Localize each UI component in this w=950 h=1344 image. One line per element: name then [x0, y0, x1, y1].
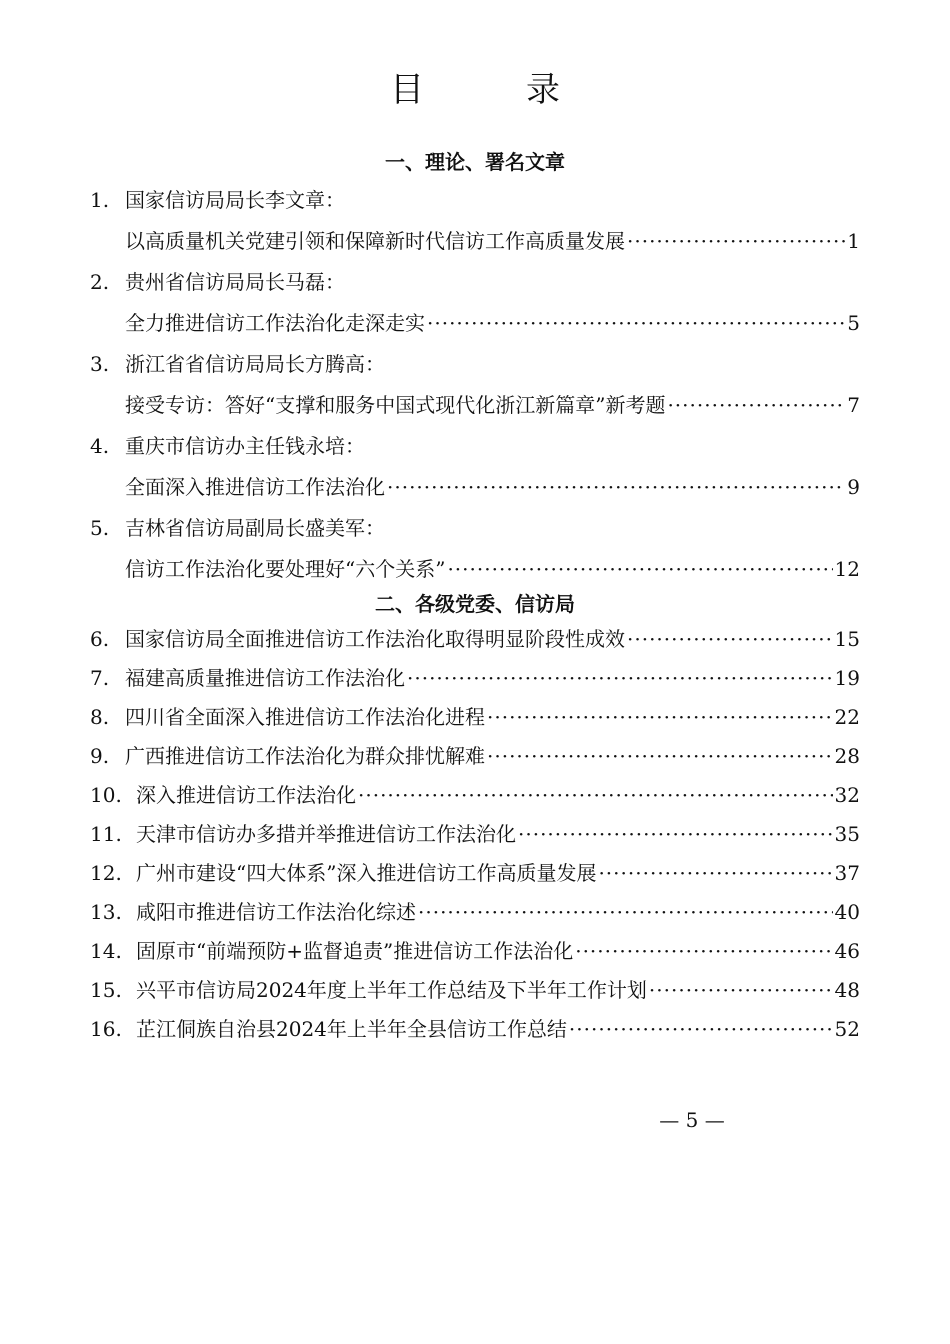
- dot-leader: [487, 703, 833, 731]
- entry-number: 3.: [90, 352, 110, 376]
- section-heading-2: 二、各级党委、信访局: [375, 592, 575, 616]
- toc-entry-2-author-line: [90, 268, 870, 296]
- entry-page-number: 37: [834, 861, 860, 885]
- toc-entry-15[interactable]: [90, 976, 860, 1004]
- dot-leader: [487, 742, 833, 770]
- page-title: 目 录: [390, 70, 594, 110]
- entry-page-number: 15: [834, 627, 860, 651]
- dot-leader: [569, 1015, 833, 1043]
- toc-entry-13[interactable]: [90, 898, 860, 926]
- toc-entry-7[interactable]: [90, 664, 860, 692]
- entry-number: 16.: [90, 1017, 122, 1041]
- dot-leader: [627, 227, 845, 255]
- entry-number: 11.: [90, 822, 122, 846]
- dot-leader: [407, 664, 833, 692]
- entry-page-number: 1: [847, 229, 860, 253]
- toc-entry-9[interactable]: [90, 742, 860, 770]
- dot-leader: [598, 859, 832, 887]
- entry-page-number: 5: [847, 311, 860, 335]
- toc-entry-6[interactable]: [90, 625, 860, 653]
- dot-leader: [649, 976, 833, 1004]
- entry-number: 1.: [90, 188, 110, 212]
- toc-entry-2[interactable]: [125, 309, 860, 337]
- entry-page-number: 7: [847, 393, 860, 417]
- dot-leader: [447, 555, 832, 583]
- entry-title: 咸阳市推进信访工作法治化综述: [136, 900, 416, 924]
- entry-title: 全力推进信访工作法治化走深走实: [125, 311, 425, 335]
- entry-page-number: 46: [834, 939, 860, 963]
- entry-title: 全面深入推进信访工作法治化: [125, 475, 385, 499]
- toc-entry-4[interactable]: [125, 473, 860, 501]
- dot-leader: [575, 937, 832, 965]
- entry-number: 15.: [90, 978, 122, 1002]
- dot-leader: [387, 473, 845, 501]
- entry-number: 8.: [90, 705, 110, 729]
- entry-page-number: 40: [834, 900, 860, 924]
- entry-title: 国家信访局全面推进信访工作法治化取得明显阶段性成效: [125, 627, 625, 651]
- entry-page-number: 22: [834, 705, 860, 729]
- entry-page-number: 32: [834, 783, 860, 807]
- toc-entry-4-author-line: [90, 432, 870, 460]
- entry-number: 7.: [90, 666, 110, 690]
- toc-entry-1[interactable]: [125, 227, 860, 255]
- entry-number: 2.: [90, 270, 110, 294]
- entry-number: 10.: [90, 783, 122, 807]
- toc-entry-8[interactable]: [90, 703, 860, 731]
- entry-page-number: 48: [834, 978, 860, 1002]
- entry-title: 福建高质量推进信访工作法治化: [125, 666, 405, 690]
- entry-author: 重庆市信访办主任钱永培：: [125, 434, 365, 458]
- entry-page-number: 19: [834, 666, 860, 690]
- entry-author: 贵州省信访局局长马磊：: [125, 270, 345, 294]
- entry-page-number: 28: [834, 744, 860, 768]
- entry-title: 深入推进信访工作法治化: [136, 783, 356, 807]
- dot-leader: [667, 391, 845, 419]
- entry-author: 国家信访局局长李文章：: [125, 188, 345, 212]
- toc-entry-1-author-line: [90, 186, 870, 214]
- entry-title: 以高质量机关党建引领和保障新时代信访工作高质量发展: [125, 229, 625, 253]
- toc-entry-10[interactable]: [90, 781, 860, 809]
- toc-entry-14[interactable]: [90, 937, 860, 965]
- entry-title: 信访工作法治化要处理好“六个关系”: [125, 557, 446, 581]
- entry-number: 4.: [90, 434, 110, 458]
- entry-number: 14.: [90, 939, 122, 963]
- dot-leader: [627, 625, 833, 653]
- entry-page-number: 9: [847, 475, 860, 499]
- footer-page-number: — 5 —: [659, 1108, 725, 1132]
- entry-title: 天津市信访办多措并举推进信访工作法治化: [136, 822, 516, 846]
- entry-number: 6.: [90, 627, 110, 651]
- entry-number: 12.: [90, 861, 122, 885]
- entry-title: 接受专访：答好“支撑和服务中国式现代化浙江新篇章”新考题: [125, 393, 666, 417]
- entry-title: 广州市建设“四大体系”深入推进信访工作高质量发展: [136, 861, 597, 885]
- entry-title: 固原市“前端预防+监督追责”推进信访工作法治化: [136, 939, 574, 963]
- toc-entry-3[interactable]: [125, 391, 860, 419]
- toc-entry-5-author-line: [90, 514, 870, 542]
- dot-leader: [427, 309, 845, 337]
- entry-page-number: 52: [834, 1017, 860, 1041]
- toc-entry-11[interactable]: [90, 820, 860, 848]
- entry-title: 芷江侗族自治县2024年上半年全县信访工作总结: [136, 1017, 567, 1041]
- entry-author: 浙江省省信访局局长方腾高：: [125, 352, 385, 376]
- entry-page-number: 12: [834, 557, 860, 581]
- entry-author: 吉林省信访局副局长盛美军：: [125, 516, 385, 540]
- toc-entry-16[interactable]: [90, 1015, 860, 1043]
- dot-leader: [418, 898, 833, 926]
- entry-title: 广西推进信访工作法治化为群众排忧解难: [125, 744, 485, 768]
- dot-leader: [358, 781, 833, 809]
- entry-title: 四川省全面深入推进信访工作法治化进程: [125, 705, 485, 729]
- dot-leader: [518, 820, 833, 848]
- entry-number: 5.: [90, 516, 110, 540]
- toc-entry-3-author-line: [90, 350, 870, 378]
- toc-entry-5[interactable]: [125, 555, 860, 583]
- entry-number: 13.: [90, 900, 122, 924]
- section-heading-1: 一、理论、署名文章: [385, 150, 565, 174]
- toc-entry-12[interactable]: [90, 859, 860, 887]
- entry-title: 兴平市信访局2024年度上半年工作总结及下半年工作计划: [136, 978, 647, 1002]
- entry-number: 9.: [90, 744, 110, 768]
- entry-page-number: 35: [834, 822, 860, 846]
